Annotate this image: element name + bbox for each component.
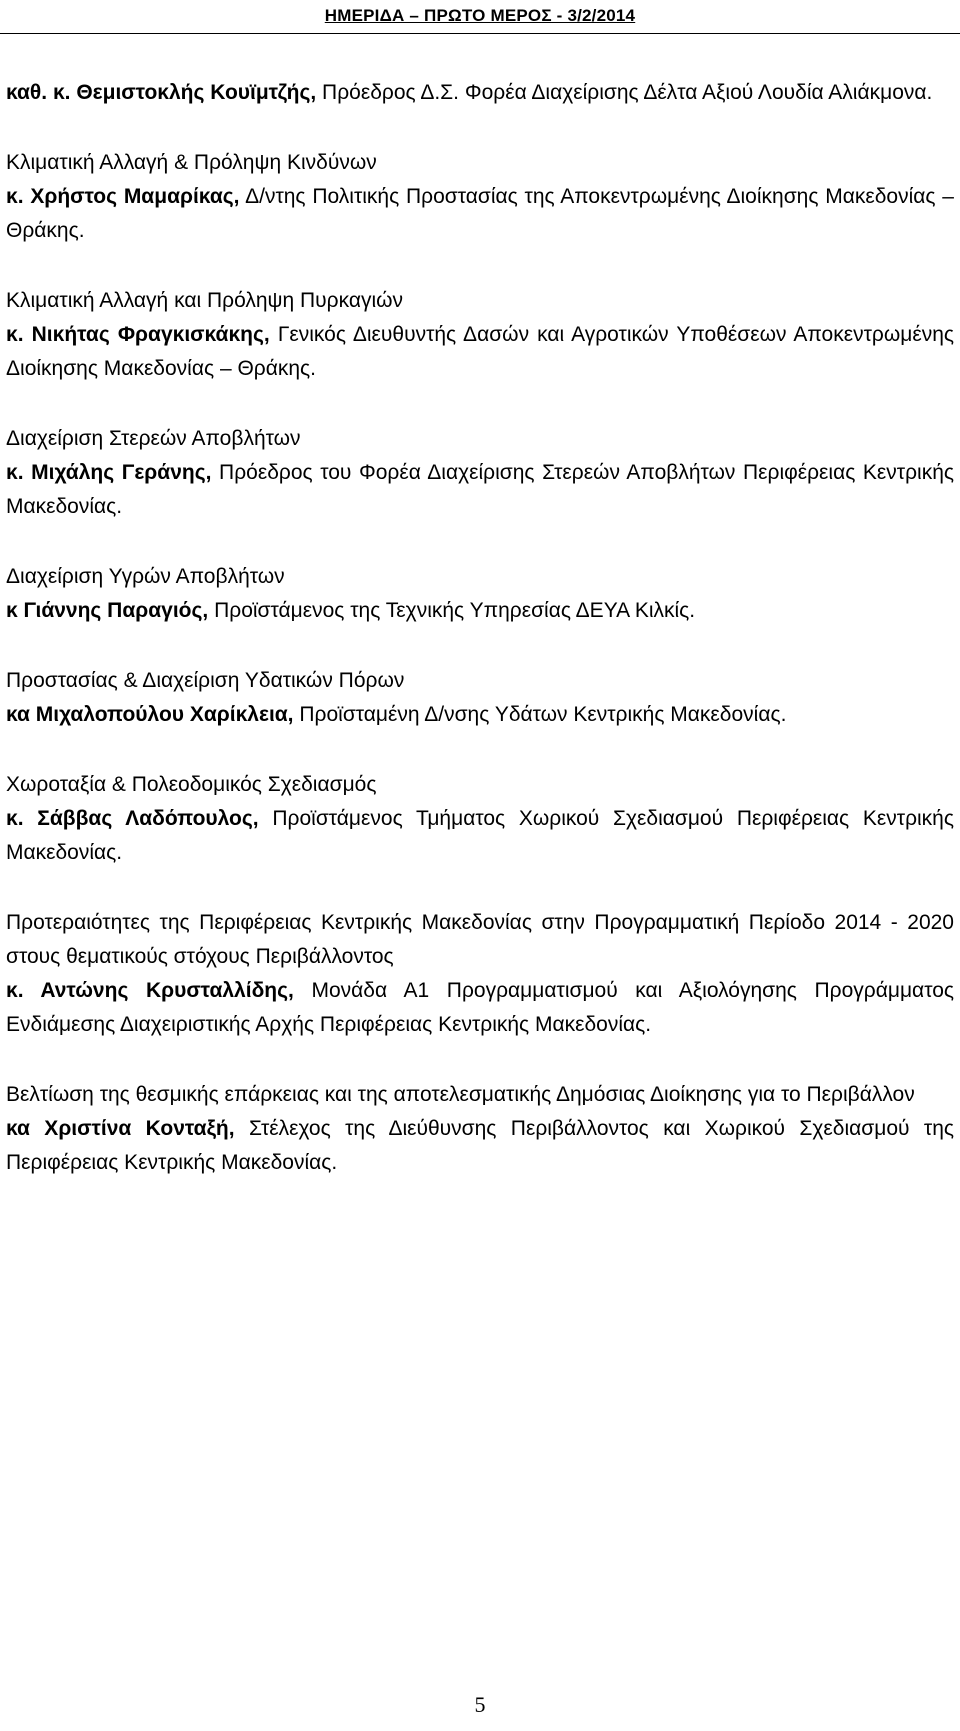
speaker-entry	[6, 76, 954, 110]
speaker-name: κ. Νικήτας Φραγκισκάκης,	[6, 323, 270, 346]
speaker-name: κα Μιχαλοπούλου Χαρίκλεια,	[6, 703, 294, 726]
page-header: ΗΜΕΡΙΔΑ – ΠΡΩΤΟ ΜΕΡΟΣ - 3/2/2014	[324, 6, 636, 25]
topic-heading: Βελτίωση της θεσμικής επάρκειας και της αποτελεσματικής Δημόσιας Διοίκησης για το Περιβάλλον	[6, 1083, 915, 1106]
speaker-name: κ Γιάννης Παραγιός,	[6, 599, 209, 622]
page-number: 5	[474, 1692, 486, 1717]
topic-heading: Κλιματική Αλλαγή και Πρόληψη Πυρκαγιών	[6, 289, 404, 312]
topic-section	[6, 146, 954, 248]
speaker-paragraph	[6, 456, 954, 524]
speaker-paragraph	[6, 180, 954, 248]
speaker-role: Προϊστάμενος Τμήματος Χωρικού Σχεδιασμού Περιφέρειας Κεντρικής Μακεδονίας.	[6, 807, 954, 864]
speaker-name: κ. Σάββας Λαδόπουλος,	[6, 807, 259, 830]
speaker-paragraph	[6, 974, 954, 1042]
speaker-role: Προϊστάμενος της Τεχνικής Υπηρεσίας ΔΕΥΑ Κιλκίς.	[208, 599, 696, 622]
topic-heading: Διαχείριση Στερεών Αποβλήτων	[6, 427, 301, 450]
topic-heading: Χωροταξία & Πολεοδομικός Σχεδιασμός	[6, 773, 377, 796]
speaker-role: Γενικός Διευθυντής Δασών και Αγροτικών Υποθέσεων Αποκεντρωμένης Διοίκησης Μακεδονίας – Θράκης.	[6, 323, 955, 380]
speaker-role: Μονάδα Α1 Προγραμματισμού και Αξιολόγησης Προγράμματος Ενδιάμεσης Διαχειριστικής Αρχής Περιφέρειας Κεντρικής Μακεδονίας.	[6, 979, 954, 1036]
speaker-paragraph	[6, 76, 954, 110]
topic-section	[6, 906, 954, 1042]
speaker-role: Στέλεχος της Διεύθυνσης Περιβάλλοντος και Χωρικού Σχεδιασμού της Περιφέρειας Κεντρικής Μακεδονίας.	[6, 1117, 954, 1174]
topic-heading: Κλιματική Αλλαγή & Πρόληψη Κινδύνων	[6, 151, 377, 174]
speaker-role: Πρόεδρος Δ.Σ. Φορέα Διαχείρισης Δέλτα Αξιού Λουδία Αλιάκμονα.	[316, 81, 933, 104]
topic-heading: Προτεραιότητες της Περιφέρειας Κεντρικής Μακεδονίας στην Προγραμματική Περίοδο 2014 - 2020 στους θεματικούς στόχους Περιβάλλοντος	[6, 911, 954, 968]
speaker-name: κ. Χρήστος Μαμαρίκας,	[6, 185, 240, 208]
speaker-role: Δ/ντης Πολιτικής Προστασίας της Αποκεντρωμένης Διοίκησης Μακεδονίας – Θράκης.	[6, 185, 954, 242]
speaker-paragraph	[6, 594, 954, 628]
topic-section	[6, 1078, 954, 1180]
topic-section	[6, 560, 954, 628]
speaker-paragraph	[6, 698, 954, 732]
speaker-paragraph	[6, 1112, 954, 1180]
speaker-name: κα Χριστίνα Κονταξή,	[6, 1117, 235, 1140]
speaker-role: Πρόεδρος του Φορέα Διαχείρισης Στερεών Αποβλήτων Περιφέρειας Κεντρικής Μακεδονίας.	[6, 461, 954, 518]
topic-section	[6, 422, 954, 524]
topic-heading: Προστασίας & Διαχείριση Υδατικών Πόρων	[6, 669, 405, 692]
topic-section	[6, 664, 954, 732]
speaker-paragraph	[6, 802, 954, 870]
topic-heading: Διαχείριση Υγρών Αποβλήτων	[6, 565, 285, 588]
topic-section	[6, 768, 954, 870]
topic-section	[6, 284, 954, 386]
speaker-name: καθ. κ. Θεμιστοκλής Κουϊμτζής,	[6, 81, 317, 104]
document-body	[6, 76, 954, 1216]
speaker-role: Προϊσταμένη Δ/νσης Υδάτων Κεντρικής Μακεδονίας.	[293, 703, 787, 726]
speaker-name: κ. Μιχάλης Γεράνης,	[6, 461, 212, 484]
header-rule	[0, 33, 960, 34]
speaker-name: κ. Αντώνης Κρυσταλλίδης,	[6, 979, 294, 1002]
speaker-paragraph	[6, 318, 954, 386]
